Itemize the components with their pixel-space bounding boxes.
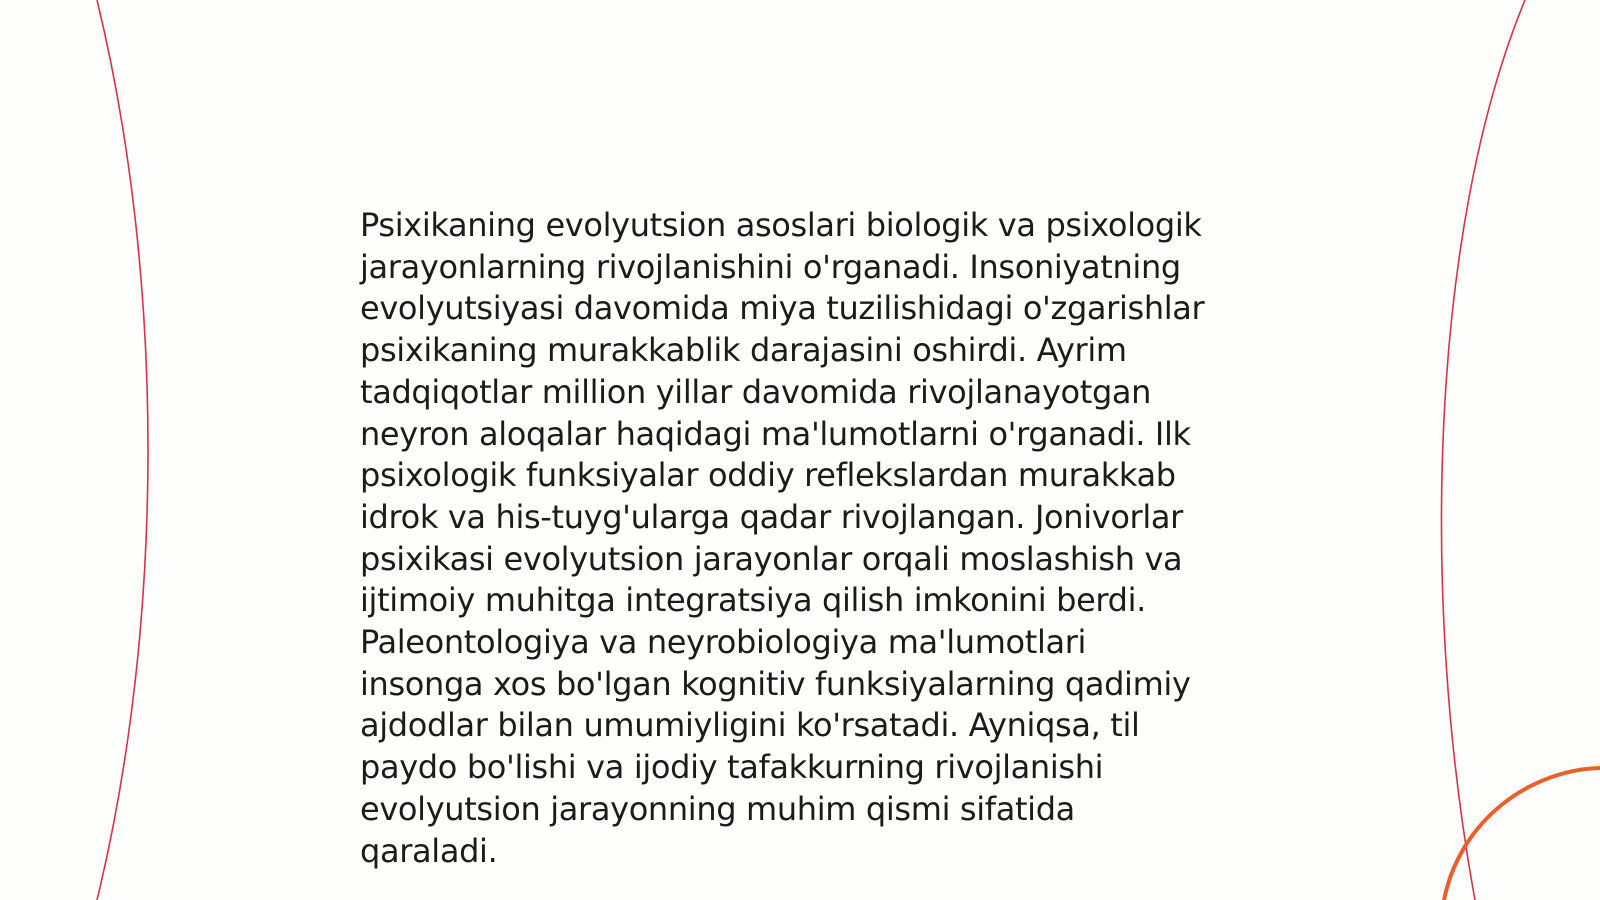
- text-line: idrok va his-tuyg'ularga qadar rivojlangan. Jonivorlar: [360, 497, 1183, 536]
- text-line: ajdodlar bilan umumiyligini ko'rsatadi. Ayniqsa, til: [360, 706, 1140, 745]
- text-line: neyron aloqalar haqidagi ma'lumotlarni o'rganadi. Ilk: [360, 414, 1191, 453]
- text-line: psixologik funksiyalar oddiy reflekslardan murakkab: [360, 456, 1176, 495]
- orange-accent-arc: [1444, 768, 1600, 900]
- text-line: psixikaning murakkablik darajasini oshirdi. Ayrim: [360, 331, 1127, 370]
- text-line: psixikasi evolyutsion jarayonlar orqali moslashish va: [360, 539, 1183, 578]
- text-line: insonga xos bo'lgan kognitiv funksiyalarning qadimiy: [360, 664, 1191, 703]
- text-line: evolyutsion jarayonning muhim qismi sifatida: [360, 789, 1075, 828]
- right-curve-line: [1441, 0, 1525, 900]
- text-line: paydo bo'lishi va ijodiy tafakkurning rivojlanishi: [360, 748, 1104, 787]
- body-paragraph: [360, 205, 1260, 872]
- text-line: Paleontologiya va neyrobiologiya ma'lumotlari: [360, 623, 1087, 662]
- text-line: evolyutsiyasi davomida miya tuzilishidagi o'zgarishlar: [360, 289, 1205, 328]
- text-line: qaraladi.: [360, 831, 498, 870]
- text-line: Psixikaning evolyutsion asoslari biologik va psixologik: [360, 206, 1202, 244]
- left-curve-line: [97, 0, 148, 900]
- text-line: ijtimoiy muhitga integratsiya qilish imkonini berdi.: [360, 581, 1146, 620]
- text-line: jarayonlarning rivojlanishini o'rganadi. Insoniyatning: [360, 247, 1181, 286]
- text-line: tadqiqotlar million yillar davomida rivojlanayotgan: [360, 372, 1152, 411]
